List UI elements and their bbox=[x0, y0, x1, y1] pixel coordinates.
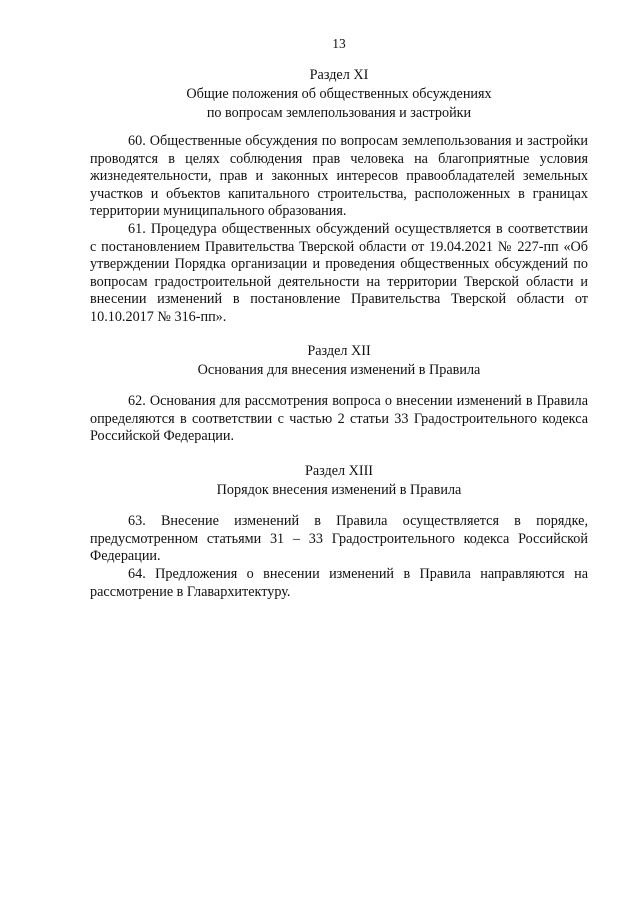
section-xiii-heading bbox=[90, 462, 588, 500]
section-title-line: Общие положения об общественных обсуждениях bbox=[186, 86, 492, 102]
section-label: Раздел XI bbox=[309, 67, 369, 83]
paragraph-64: 64. Предложения о внесении изменений в Правила направляются на рассмотрение в Главархитектуру. bbox=[90, 566, 588, 600]
section-label: Раздел XII bbox=[307, 343, 371, 359]
section-label: Раздел XIII bbox=[304, 463, 374, 479]
paragraph-62: 62. Основания для рассмотрения вопроса о внесении изменений в Правила определяются в соответствии с частью 2 статьи 33 Градостроительного кодекса Российской Федерации. bbox=[90, 393, 588, 445]
page-number: 13 bbox=[332, 36, 346, 51]
paragraph-60: 60. Общественные обсуждения по вопросам землепользования и застройки проводятся в целях соблюдения прав человека на благоприятные условия жизнедеятельности, прав и законных интересов правообладателей земельных участков и объектов капитального строительства, расположенных в границах территории муниципального образования. bbox=[90, 133, 588, 220]
section-xii-heading bbox=[90, 342, 588, 380]
section-title-line: Порядок внесения изменений в Правила bbox=[216, 482, 462, 498]
paragraph-63: 63. Внесение изменений в Правила осуществляется в порядке, предусмотренном статьями 31 – 33 Градостроительного кодекса Российской Федерации. bbox=[90, 513, 588, 565]
paragraph-61: 61. Процедура общественных обсуждений осуществляется в соответствии с постановлением Правительства Тверской области от 19.04.2021 № 227-пп «Об утверждении Порядка организации и проведения общественных обсуждений по вопросам градостроительной деятельности на территории Тверской области и внесении изменений в постановление Правительства Тверской области от 10.10.2017 № 316-пп». bbox=[90, 221, 588, 325]
section-title-line: по вопросам землепользования и застройки bbox=[206, 105, 472, 121]
section-xi-heading bbox=[90, 66, 588, 123]
section-title-line: Основания для внесения изменений в Правила bbox=[197, 362, 481, 378]
